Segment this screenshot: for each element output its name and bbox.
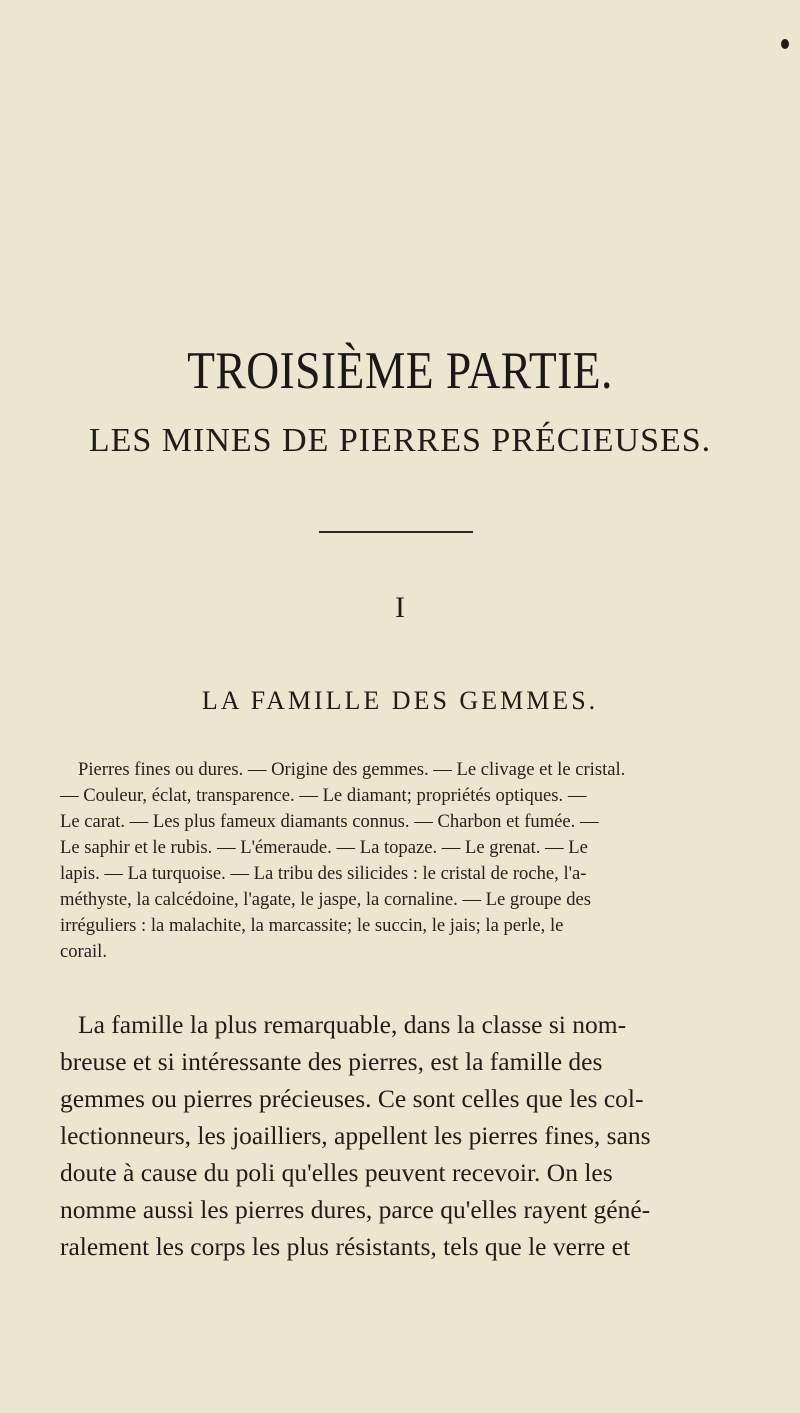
body-line: ralement les corps les plus résistants, tels que le verre et [60,1232,631,1261]
body-line: breuse et si intéressante des pierres, est la famille des [60,1047,603,1076]
divider-rule [319,531,473,533]
chapter-title: LA FAMILLE DES GEMMES. [201,686,599,715]
part-title: TROISIÈME PARTIE. [187,342,613,400]
body-line: gemmes ou pierres précieuses. Ce sont celles que les col- [60,1084,644,1113]
summary-line: corail. [60,941,107,962]
body-line: lectionneurs, les joailliers, appellent les pierres fines, sans [60,1121,651,1150]
summary-line: Pierres fines ou dures. — Origine des gemmes. — Le clivage et le cristal. [78,759,626,780]
summary-line: Le saphir et le rubis. — L'émeraude. — La topaze. — Le grenat. — Le [60,837,588,858]
body-line: nomme aussi les pierres dures, parce qu'elles rayent géné- [60,1195,651,1224]
body-line: doute à cause du poli qu'elles peuvent recevoir. On les [60,1158,613,1187]
section-title: LES MINES DE PIERRES PRÉCIEUSES. [88,422,712,459]
body-line: La famille la plus remarquable, dans la classe si nom- [78,1010,627,1039]
summary-line: méthyste, la calcédoine, l'agate, le jaspe, la cornaline. — Le groupe des [60,889,591,910]
summary-line: Le carat. — Les plus fameux diamants connus. — Charbon et fumée. — [60,811,599,832]
chapter-number: I [395,591,405,624]
summary-line: lapis. — La turquoise. — La tribu des silicides : le cristal de roche, l'a- [60,863,587,884]
summary-line: — Couleur, éclat, transparence. — Le diamant; propriétés optiques. — [60,785,587,806]
ink-dot-mark [781,39,789,49]
summary-line: irréguliers : la malachite, la marcassite; le succin, le jais; la perle, le [60,915,564,936]
